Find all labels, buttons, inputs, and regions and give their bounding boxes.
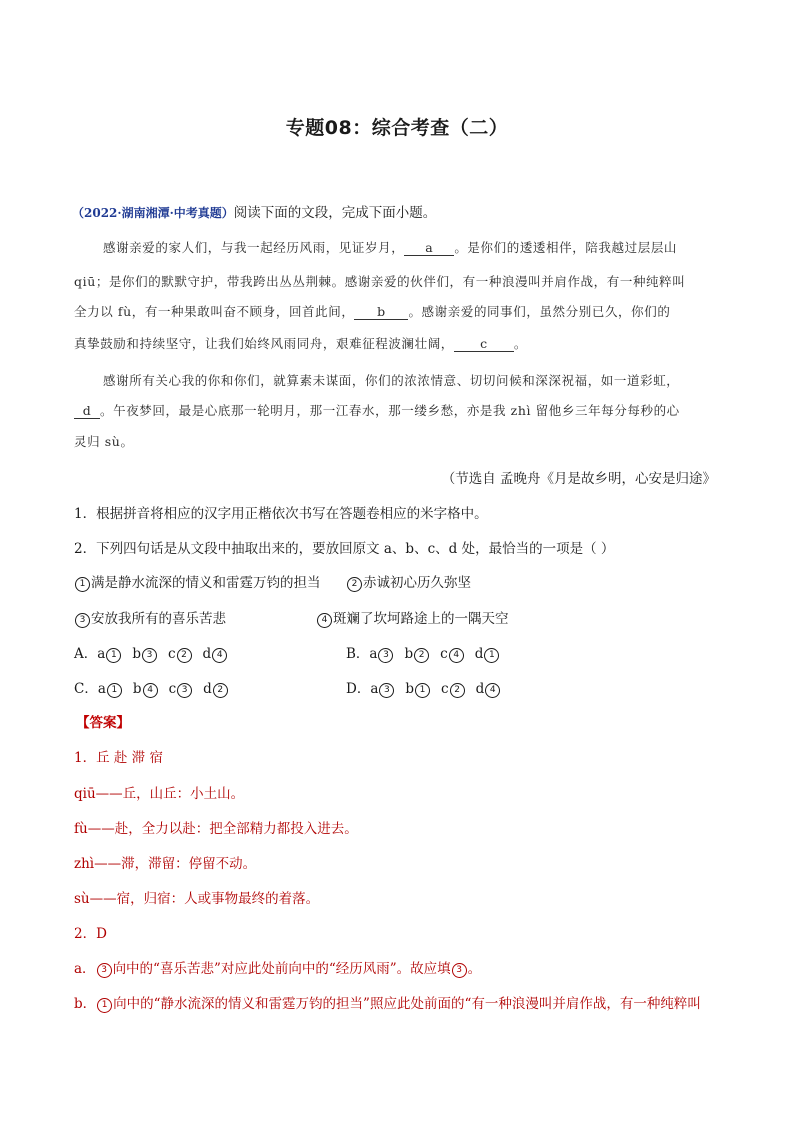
choice-a xyxy=(74,642,228,663)
explain-text: 向中的“喜乐苦悲”对应此处前向中的“经历风雨”。故应填 xyxy=(112,961,451,977)
circled-number-icon: 3 xyxy=(379,683,394,698)
source-instruction: 阅读下面的文段，完成下面小题。 xyxy=(233,205,437,221)
explain-text: 向中的“静水流深的情义和雷霆万钧的担当”照应此处前面的“有一种浪漫叫并肩作战，有一种纯粹叫 xyxy=(113,996,701,1012)
passage-text: 真挚鼓励和持续坚守，让我们始终风雨同舟，艰难征程波澜壮阔， xyxy=(74,336,454,351)
blank-letter: c xyxy=(441,681,449,697)
passage-text: 。感谢亲爱的同事们，虽然分别已久，你们的 xyxy=(408,304,671,319)
blank-letter: c xyxy=(167,646,176,662)
question-source xyxy=(72,201,436,221)
answer-explain-qiu: qiū——丘，山丘：小土山。 xyxy=(74,786,245,802)
answer-explain-fu: fù——赴，全力以赴：把全部精力都投入进去。 xyxy=(74,821,358,837)
explain-label: a． xyxy=(74,961,96,977)
sentence-text: 安放我所有的喜乐苦悲 xyxy=(91,611,226,627)
blank-letter: a xyxy=(97,646,106,662)
blank-letter: d xyxy=(202,646,212,662)
answer-explain-su: sù——宿，归宿：人或事物最终的着落。 xyxy=(74,891,320,907)
passage-line: 灵归 sù。 xyxy=(74,434,134,449)
passage-line xyxy=(74,401,680,419)
circled-number-icon: 3 xyxy=(177,683,192,698)
blank-letter: a xyxy=(370,681,379,697)
blank-letter: d xyxy=(474,646,484,662)
sentence-text: 斑斓了坎坷路途上的一隅天空 xyxy=(333,611,509,627)
circled-number-icon: 4 xyxy=(449,648,464,663)
circled-number-icon: 4 xyxy=(212,648,227,663)
circled-number-icon: 3 xyxy=(142,648,157,663)
blank-b: b xyxy=(354,304,408,320)
blank-letter: b xyxy=(405,681,415,697)
circled-number-icon: 4 xyxy=(317,613,332,628)
circled-number-icon: 3 xyxy=(378,648,393,663)
choice-b xyxy=(346,642,500,663)
circled-number-icon: 1 xyxy=(75,577,90,592)
blank-d: d xyxy=(74,403,100,419)
circled-number-icon: 2 xyxy=(347,577,362,592)
question-2: 2．下列四句话是从文段中抽取出来的，要放回原文 a、b、c、d 处，最恰当的一项是（ ） xyxy=(74,541,615,557)
passage-line xyxy=(74,302,670,320)
circled-number-icon: 1 xyxy=(415,683,430,698)
blank-letter: b xyxy=(132,681,142,697)
source-tag: （2022·湖南湘潭·中考真题） xyxy=(72,206,234,220)
answer-explain-a xyxy=(74,957,481,978)
circled-number-icon: 2 xyxy=(414,648,429,663)
blank-letter: c xyxy=(168,681,177,697)
blank-letter: d xyxy=(475,681,485,697)
choice-letter: B． xyxy=(346,646,370,662)
circled-number-icon: 4 xyxy=(143,683,158,698)
passage-text: 。是你们的逶逶相伴，陪我越过层层山 xyxy=(454,240,678,255)
answer-1: 1．丘 赴 滞 宿 xyxy=(74,750,163,766)
circled-number-icon: 2 xyxy=(177,648,192,663)
blank-letter: b xyxy=(404,646,414,662)
explain-label: b． xyxy=(74,996,97,1012)
passage-text: 全力以 fù，有一种果敢叫奋不顾身，回首此间， xyxy=(74,304,355,319)
choice-letter: D． xyxy=(346,681,371,697)
answer-heading: 【答案】 xyxy=(76,715,130,731)
sentence-3 xyxy=(74,607,226,628)
passage-line xyxy=(103,238,677,256)
citation: （节选自 孟晚舟《月是故乡明，心安是归途》 xyxy=(441,471,716,487)
explain-text: 。 xyxy=(467,961,482,977)
answer-2: 2．D xyxy=(74,926,107,942)
circled-number-icon: 3 xyxy=(75,613,90,628)
blank-a: a xyxy=(404,240,454,256)
answer-explain-b xyxy=(74,992,701,1013)
circled-number-icon: 4 xyxy=(485,683,500,698)
circled-number-icon: 3 xyxy=(452,963,467,978)
answer-explain-zhi: zhì——滞，滞留：停留不动。 xyxy=(74,856,257,872)
blank-letter: c xyxy=(440,646,448,662)
blank-letter: a xyxy=(97,681,106,697)
circled-number-icon: 1 xyxy=(106,648,121,663)
blank-letter: d xyxy=(203,681,212,697)
passage-text: 感谢亲爱的家人们，与我一起经历风雨，见证岁月， xyxy=(103,240,405,255)
passage-line xyxy=(74,334,527,352)
sentence-2 xyxy=(346,571,471,592)
choice-d xyxy=(346,677,501,698)
choice-letter: C． xyxy=(74,681,98,697)
sentence-4 xyxy=(316,607,509,628)
circled-number-icon: 1 xyxy=(107,683,122,698)
page-title: 专题08：综合考查（二） xyxy=(285,117,509,139)
choice-c xyxy=(74,677,229,698)
circled-number-icon: 2 xyxy=(213,683,228,698)
circled-number-icon: 2 xyxy=(450,683,465,698)
sentence-text: 满是静水流深的情义和雷霆万钧的担当 xyxy=(91,575,321,591)
passage-text: 。 xyxy=(513,336,528,351)
passage-text: 。午夜梦回，最是心底那一轮明月，那一江春水，那一缕乡愁，亦是我 zhì 留他乡三年每分每秒的心 xyxy=(100,403,680,418)
sentence-1 xyxy=(74,571,321,592)
passage-line: qiū；是你们的默默守护，带我跨出丛丛荆棘。感谢亲爱的伙伴们，有一种浪漫叫并肩作战，有一种纯粹叫 xyxy=(74,274,686,289)
blank-letter: b xyxy=(132,646,141,662)
circled-number-icon: 1 xyxy=(97,998,112,1013)
blank-letter: a xyxy=(369,646,378,662)
choice-letter: A． xyxy=(74,646,98,662)
blank-c: c xyxy=(454,336,514,352)
circled-number-icon: 1 xyxy=(484,648,499,663)
sentence-text: 赤诚初心历久弥坚 xyxy=(363,575,471,591)
passage-line: 感谢所有关心我的你和你们，就算素未谋面，你们的浓浓情意、切切问候和深深祝福，如一道彩虹， xyxy=(103,373,680,388)
question-1: 1．根据拼音将相应的汉字用正楷依次书写在答题卷相应的米字格中。 xyxy=(74,506,488,522)
circled-number-icon: 3 xyxy=(97,963,112,978)
